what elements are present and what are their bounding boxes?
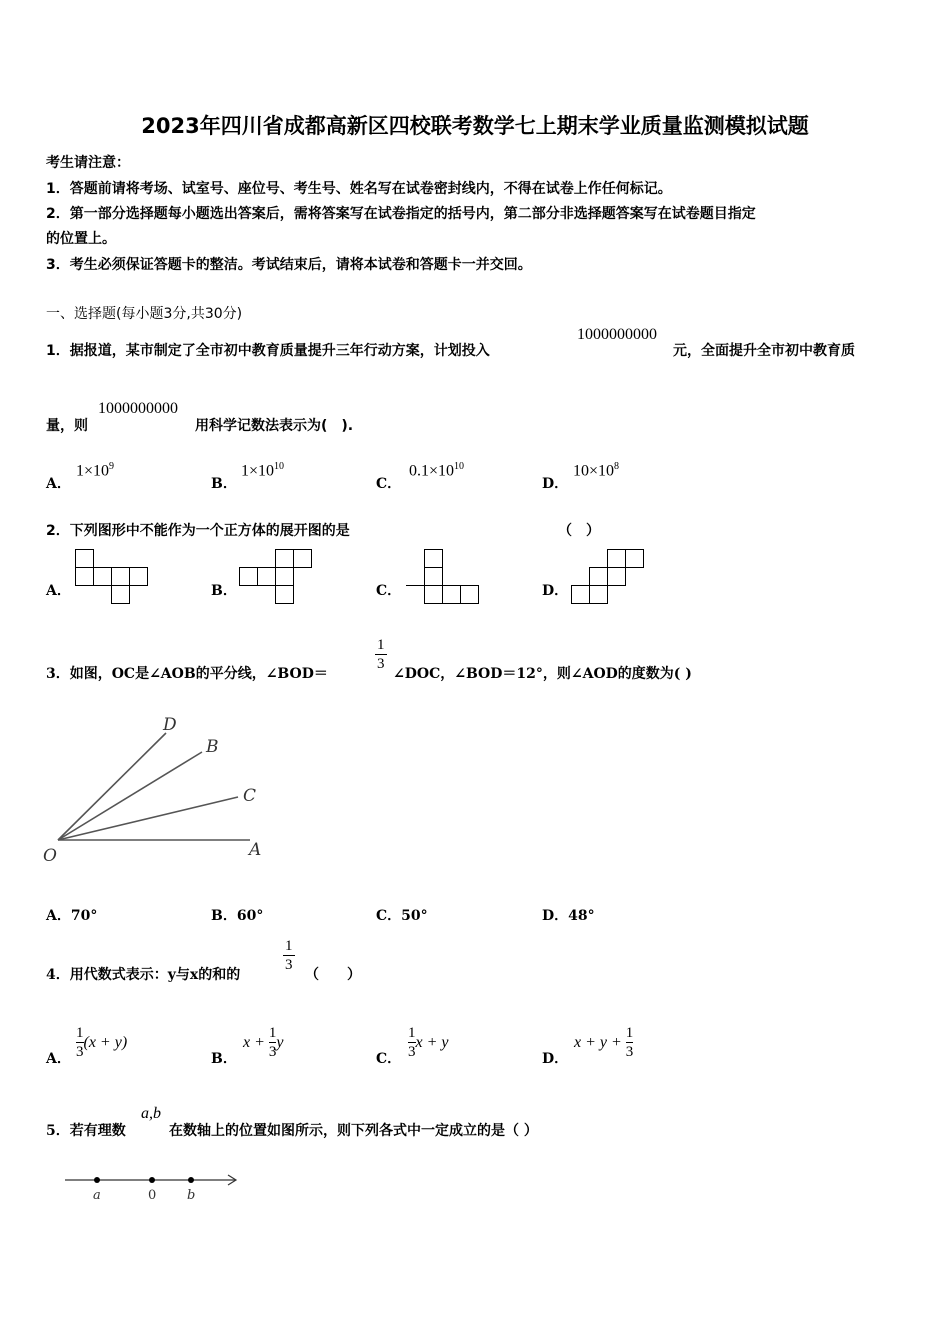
q1-option-d-label: D． xyxy=(542,476,569,492)
q5-vars: a,b xyxy=(141,1105,161,1122)
q4-frac-den: 3 xyxy=(285,957,293,973)
notice-heading: 考生请注意： xyxy=(46,155,130,171)
q4-option-c-label: C． xyxy=(376,1051,402,1067)
q1-line1-prefix: 1．据报道，某市制定了全市初中教育质量提升三年行动方案，计划投入 xyxy=(46,343,490,359)
label-a: a xyxy=(93,1188,101,1203)
q2-option-b-label: B． xyxy=(211,583,237,599)
label-c: C xyxy=(243,786,257,806)
q3-frac-num: 1 xyxy=(377,637,385,653)
q2-paren: （ ） xyxy=(558,523,600,539)
point-b xyxy=(188,1177,194,1183)
q2-net-d xyxy=(566,545,651,607)
q1-option-d-value: $10\times 10^8$ xyxy=(573,461,620,480)
q4-option-c-expr: $\frac{1}{3}$ x + y xyxy=(408,1025,449,1060)
q2-option-c-label: C． xyxy=(376,583,402,599)
q4-option-a-label: A． xyxy=(46,1051,71,1067)
q4-prefix: 4．用代数式表示：y与x的和的 xyxy=(46,967,241,983)
q3-angle-figure xyxy=(38,710,278,870)
ray-oc xyxy=(58,797,238,840)
q1-line1-suffix: 元，全面提升全市初中教育质 xyxy=(673,343,855,359)
q3-suffix: ∠DOC，∠BOD＝12°，则∠AOD的度数为( ) xyxy=(393,666,692,682)
q2-option-d-label: D． xyxy=(542,583,569,599)
q2-net-b xyxy=(235,545,320,607)
label-b: B xyxy=(206,737,219,757)
q4-frac-num: 1 xyxy=(285,938,293,954)
q5-number-line xyxy=(60,1168,250,1208)
q3-option-a: A．70° xyxy=(46,908,98,924)
q3-option-d: D．48° xyxy=(542,908,595,924)
q1-line2-suffix: 用科学记数法表示为( ). xyxy=(195,418,354,434)
q1-number-repeat: 1000000000 xyxy=(98,400,178,417)
label-d: D xyxy=(163,715,177,735)
q4-suffix: （ ） xyxy=(305,967,361,983)
q5-suffix: 在数轴上的位置如图所示，则下列各式中一定成立的是（ ） xyxy=(169,1123,538,1139)
q4-option-d-label: D． xyxy=(542,1051,569,1067)
q1-option-b-label: B． xyxy=(211,476,237,492)
q3-prefix: 3．如图，OC是∠AOB的平分线，∠BOD＝ xyxy=(46,666,328,682)
q3-option-b: B．60° xyxy=(211,908,264,924)
notice-item-2: 2．第一部分选择题每小题选出答案后，需将答案写在试卷指定的括号内，第二部分非选择题答案写在试卷题目指定 xyxy=(46,206,756,222)
label-a: A xyxy=(249,840,262,860)
q1-number: 1000000000 xyxy=(577,326,657,343)
notice-item-3: 3．考生必须保证答题卡的整洁。考试结束后，请将本试卷和答题卡一并交回。 xyxy=(46,257,532,273)
q1-option-b-value: $1\times 10^{10}$ xyxy=(241,461,285,480)
q4-option-d-expr: x + y + $\frac{1}{3}$ xyxy=(574,1025,634,1060)
section-heading: 一、选择题(每小题3分,共30分) xyxy=(46,306,243,322)
q2-text: 2．下列图形中不能作为一个正方体的展开图的是 xyxy=(46,523,350,539)
q2-net-a xyxy=(70,545,155,607)
q1-option-c-value: $0.1\times 10^{10}$ xyxy=(409,461,465,480)
label-b: b xyxy=(187,1188,196,1203)
q3-fraction xyxy=(375,636,387,673)
q2-net-c xyxy=(402,545,487,607)
point-a xyxy=(94,1177,100,1183)
ray-od xyxy=(58,733,166,840)
q3-frac-den: 3 xyxy=(377,656,385,672)
q2-option-a-label: A． xyxy=(46,583,71,599)
q4-option-b-label: B． xyxy=(211,1051,237,1067)
q1-option-c-label: C． xyxy=(376,476,402,492)
point-zero xyxy=(149,1177,155,1183)
label-zero: 0 xyxy=(148,1188,157,1203)
page-title: 2023年四川省成都高新区四校联考数学七上期末学业质量监测模拟试题 xyxy=(141,114,809,138)
q4-fraction xyxy=(283,937,295,974)
q3-option-c: C．50° xyxy=(376,908,428,924)
q4-option-a-expr: $\frac{1}{3}$ (x + y) xyxy=(76,1025,128,1060)
notice-item-1: 1．答题前请将考场、试室号、座位号、考生号、姓名写在试卷密封线内，不得在试卷上作任何标记。 xyxy=(46,181,672,197)
q1-option-a-label: A． xyxy=(46,476,71,492)
ray-ob xyxy=(58,752,202,840)
q5-prefix: 5．若有理数 xyxy=(46,1123,126,1139)
q1-option-a-value: $1\times 10^9$ xyxy=(76,461,115,480)
notice-item-2-cont: 的位置上。 xyxy=(46,231,116,247)
label-o: O xyxy=(43,846,57,866)
q4-option-b-expr: x + $\frac{1}{3}$ y xyxy=(243,1025,284,1060)
q1-line2-prefix: 量，则 xyxy=(46,418,88,434)
